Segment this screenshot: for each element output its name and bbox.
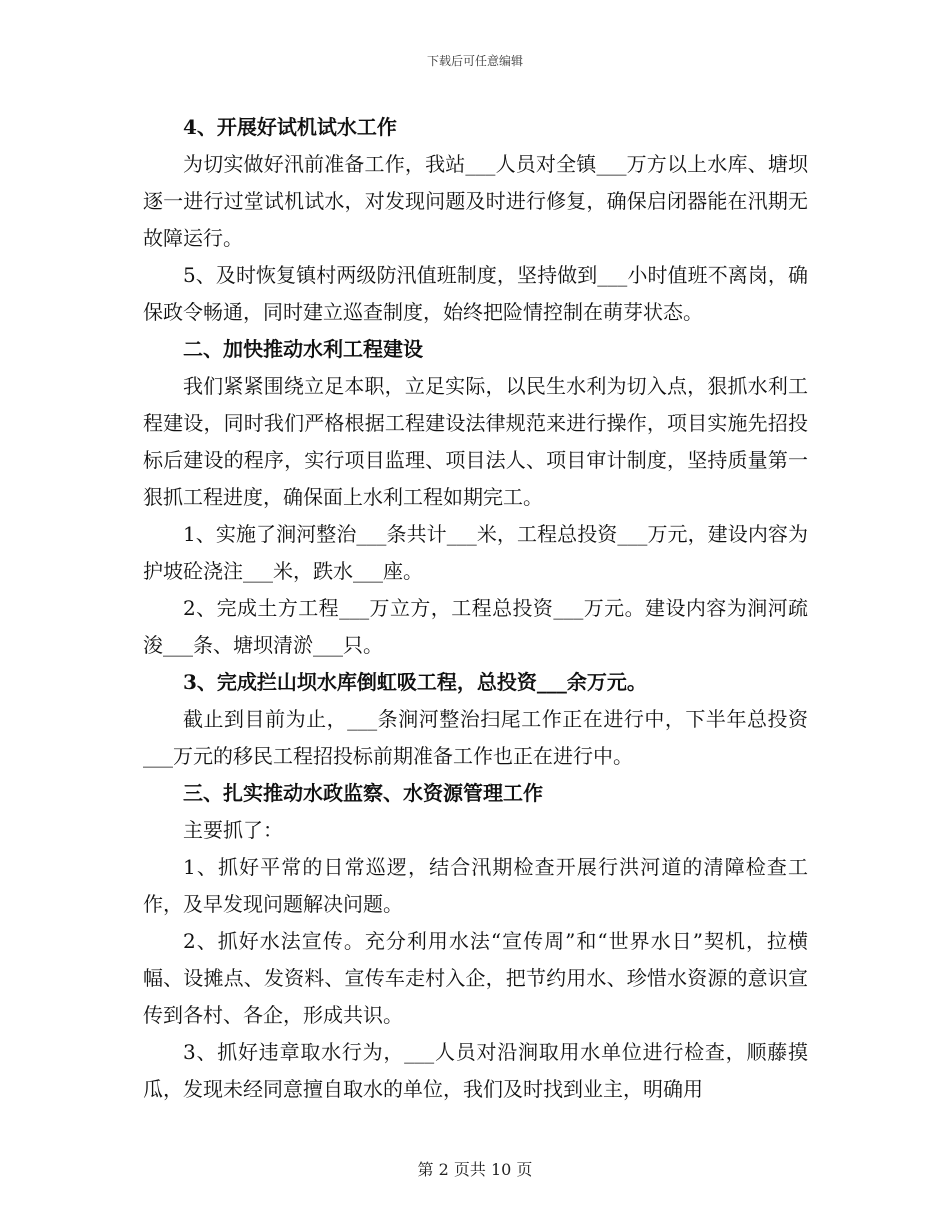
paragraph: 主要抓了：: [183, 818, 283, 842]
paragraph: 我们紧紧围绕立足本职，立足实际，以民生水利为切入点，狠抓水利工程建设，同时我们严格根据工程建设法律规范来进行操作，项目实施先招投标后建设的程序，实行项目监理、项目法人、项目审计制度，坚持质量第一狠抓工程进度，确保面上水利工程如期完工。: [143, 374, 808, 509]
section-heading: 三、扎实推动水政监察、水资源管理工作: [183, 781, 543, 805]
page-header-note: 下载后可任意编辑: [426, 54, 523, 68]
paragraph: 为切实做好汛前准备工作，我站___人员对全镇___万方以上水库、塘坝逐一进行过堂试机试水，对发现问题及时进行修复，确保启闭器能在汛期无故障运行。: [143, 152, 808, 250]
page-number: 第 2 页共 10 页: [417, 1160, 533, 1179]
section-heading: 4、开展好试机试水工作: [183, 115, 397, 139]
document-body: [143, 109, 808, 1108]
section-heading: 二、加快推动水利工程建设: [183, 337, 423, 361]
paragraph: 1、抓好平常的日常巡逻，结合汛期检查开展行洪河道的清障检查工作，及早发现问题解决问题。: [143, 855, 808, 916]
section-heading: 3、完成拦山坝水库倒虹吸工程，总投资___余万元。: [183, 670, 647, 694]
paragraph: 2、完成土方工程___万立方，工程总投资___万元。建设内容为涧河疏浚___条、塘坝清淤___只。: [143, 596, 808, 657]
paragraph: 2、抓好水法宣传。充分利用水法“宣传周”和“世界水日”契机，拉横幅、设摊点、发资料、宣传车走村入企，把节约用水、珍惜水资源的意识宣传到各村、各企，形成共识。: [143, 929, 808, 1027]
paragraph: 3、抓好违章取水行为，___人员对沿涧取用水单位进行检查，顺藤摸瓜，发现未经同意擅自取水的单位，我们及时找到业主，明确用: [143, 1040, 808, 1101]
paragraph: 5、及时恢复镇村两级防汛值班制度，坚持做到___小时值班不离岗，确保政令畅通，同时建立巡查制度，始终把险情控制在萌芽状态。: [143, 263, 808, 324]
paragraph: 截止到目前为止，___条涧河整治扫尾工作正在进行中，下半年总投资___万元的移民工程招投标前期准备工作也正在进行中。: [143, 707, 808, 768]
paragraph: 1、实施了涧河整治___条共计___米，工程总投资___万元，建设内容为护坡砼浇注___米，跌水___座。: [143, 522, 808, 583]
